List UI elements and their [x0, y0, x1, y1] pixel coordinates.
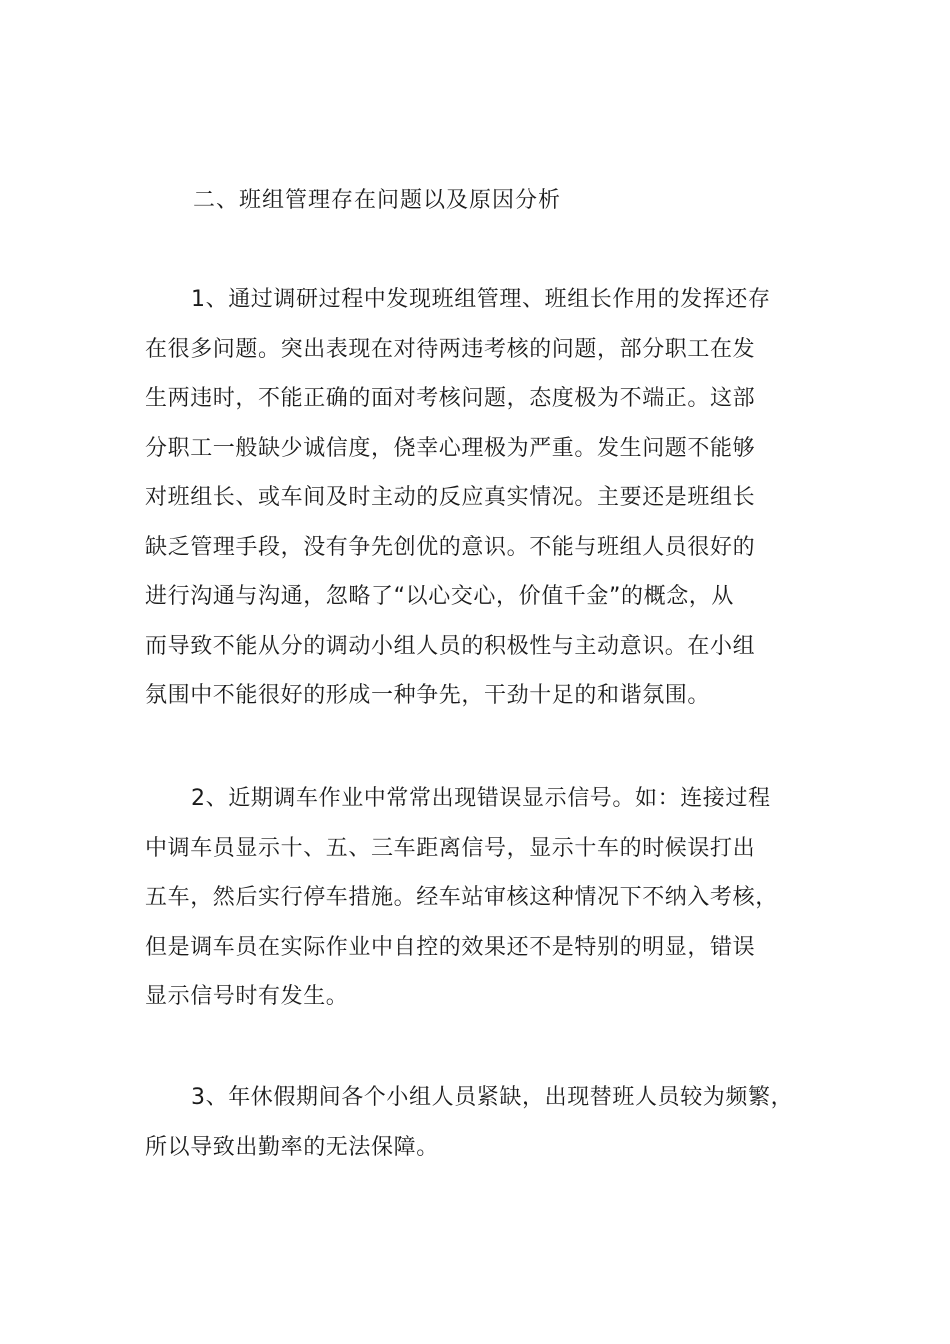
paragraph-line: 分职工一般缺少诚信度，侥幸心理极为严重。发生问题不能够 [145, 435, 756, 461]
paragraph-line: 但是调车员在实际作业中自控的效果还不是特别的明显，错误 [145, 934, 756, 960]
paragraph-line: 对班组长、或车间及时主动的反应真实情况。主要还是班组长 [145, 485, 756, 510]
paragraph-line: 在很多问题。突出表现在对待两违考核的问题，部分职工在发 [145, 336, 756, 362]
paragraph-line: 氛围中不能很好的形成一种争先，干劲十足的和谐氛围。 [145, 683, 711, 708]
paragraph-2 [145, 774, 815, 1022]
paragraph-line: 生两违时，不能正确的面对考核问题，态度极为不端正。这部 [145, 386, 756, 411]
paragraph-line: 1、通过调研过程中发现班组管理、班组长作用的发挥还存 [191, 287, 771, 312]
paragraph-line: 而导致不能从分的调动小组人员的积极性与主动意识。在小组 [145, 633, 756, 659]
paragraph-line: 进行沟通与沟通，忽略了“以心交心，价值千金”的概念，从 [145, 584, 734, 609]
paragraph-line: 中调车员显示十、五、三车距离信号，显示十车的时候误打出 [145, 835, 756, 861]
paragraph-line: 显示信号时有发生。 [145, 984, 349, 1009]
paragraph-line: 五车，然后实行停车措施。经车站审核这种情况下不纳入考核， [145, 885, 778, 910]
paragraph-3 [145, 1073, 815, 1172]
section-heading: 二、班组管理存在问题以及原因分析 [193, 188, 562, 213]
paragraph-line: 缺乏管理手段，没有争先创优的意识。不能与班组人员很好的 [145, 534, 756, 560]
paragraph-line: 所以导致出勤率的无法保障。 [145, 1134, 439, 1160]
paragraph-1 [145, 275, 815, 721]
paragraph-line: 3、年休假期间各个小组人员紧缺，出现替班人员较为频繁， [191, 1085, 794, 1110]
paragraph-line: 2、近期调车作业中常常出现错误显示信号。如：连接过程 [191, 786, 771, 811]
